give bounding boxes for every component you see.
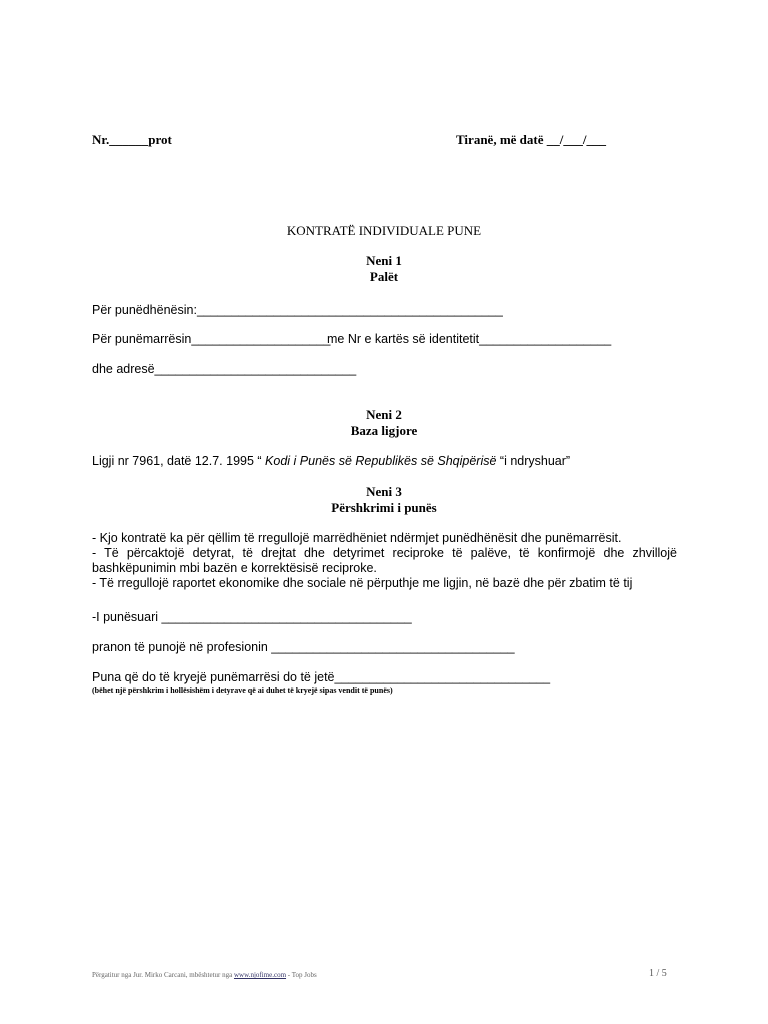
legal-code-title: Kodi i Punës së Republikës së Shqipërisë — [265, 454, 497, 468]
employed-line: -I punësuari ____________________________________ — [92, 610, 412, 624]
article-3-heading: Neni 3 — [366, 484, 402, 499]
legal-basis-suffix: “i ndryshuar” — [496, 454, 571, 468]
legal-basis-text — [92, 454, 570, 468]
article-3-subheading: Përshkrimi i punës — [331, 500, 437, 515]
work-description-line: Puna që do të kryejë punëmarrësi do të jetë_______________________________ — [92, 670, 551, 684]
article-1-heading: Neni 1 — [366, 253, 402, 268]
article-2-subheading: Baza ligjore — [350, 423, 418, 438]
id-card-line: me Nr e kartës së identitetit___________________ — [327, 332, 612, 346]
employee-line: Për punëmarrësin____________________ — [92, 332, 331, 346]
profession-line: pranon të punojë në profesionin ___________________________________ — [92, 640, 515, 654]
legal-basis-prefix: Ligji nr 7961, datë 12.7. 1995 “ — [92, 454, 266, 468]
footer-suffix: - Top Jobs — [286, 971, 317, 979]
purpose-paragraph-3: - Të rregullojë raportet ekonomike dhe sociale në përputhje me ligjin, në bazë dhe për zbatim të tij — [92, 576, 633, 590]
footer-credit — [92, 971, 317, 979]
article-2-heading: Neni 2 — [366, 407, 402, 422]
purpose-paragraph-1: - Kjo kontratë ka për qëllim të rregullojë marrëdhëniet ndërmjet punëdhënësit dhe punëmarrësit. — [92, 531, 622, 545]
footer-prefix: Përgatitur nga Jur. Mirko Carcani, mbështetur nga — [92, 971, 234, 979]
employer-line: Për punëdhënësin:____________________________________________ — [92, 303, 503, 317]
protocol-number: Nr.______prot — [92, 132, 172, 147]
document-title: KONTRATË INDIVIDUALE PUNE — [286, 223, 482, 238]
page-number: 1 / 5 — [649, 968, 667, 979]
address-line: dhe adresë_____________________________ — [92, 362, 357, 376]
date-field: Tiranë, më datë __/___/___ — [456, 132, 606, 147]
work-description-note: (bëhet një përshkrim i hollësishëm i detyrave që ai duhet të kryejë sipas vendit të punës) — [92, 686, 393, 695]
article-1-subheading: Palët — [369, 269, 399, 284]
footer-link[interactable]: www.njofime.com — [233, 971, 287, 979]
purpose-paragraph-2: - Të përcaktojë detyrat, të drejtat dhe detyrimet reciproke të palëve, të konfirmojë dhe zhvillojë bashkëpunimin mbi bazën e korrektësisë reciproke. — [92, 546, 677, 575]
